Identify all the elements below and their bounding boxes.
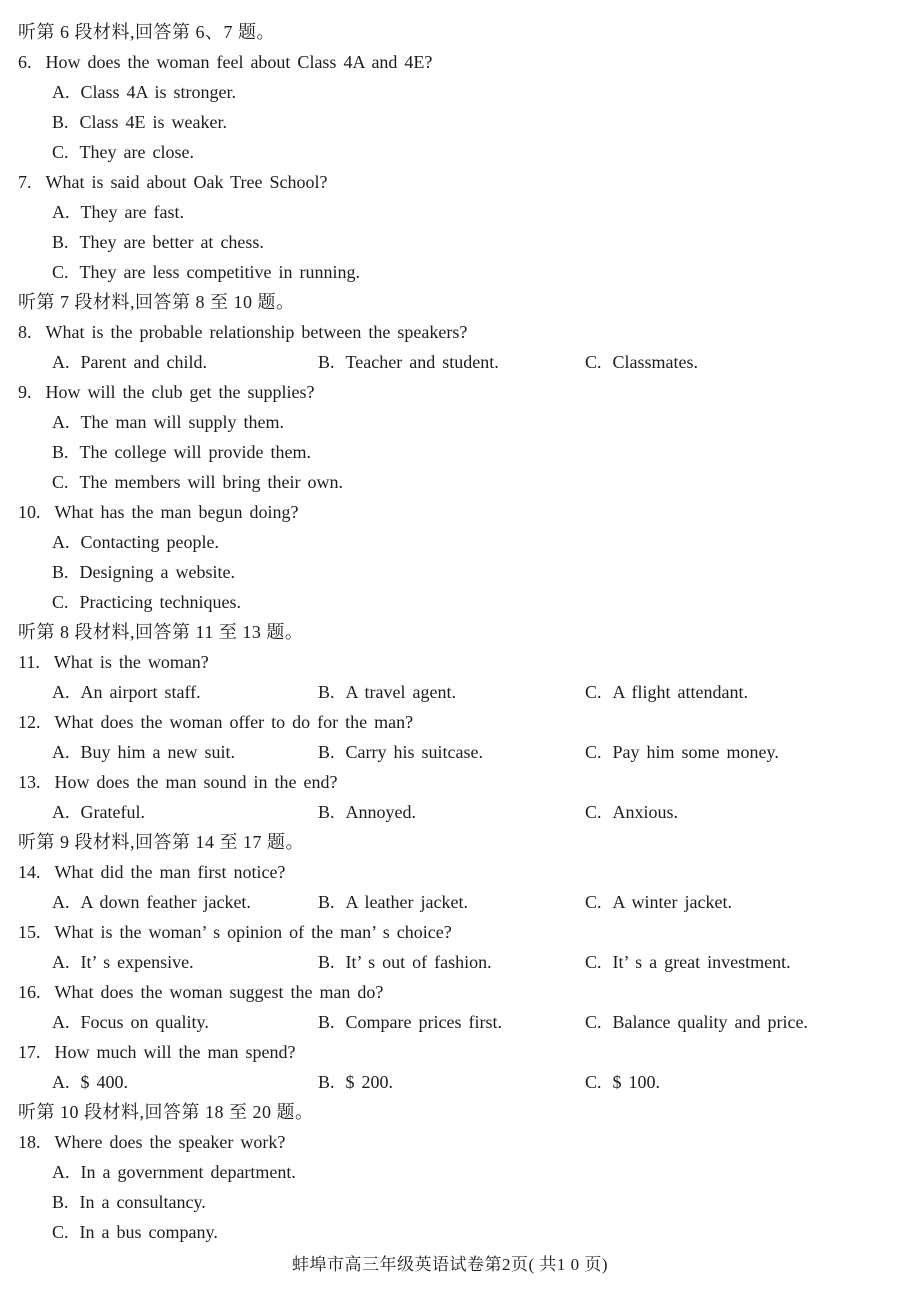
option-text: Practicing techniques. <box>79 592 241 612</box>
option-letter: B. <box>318 892 335 912</box>
question-number: 17. <box>18 1042 41 1062</box>
option-text: It’ s out of fashion. <box>345 952 492 972</box>
question-stem <box>18 47 900 77</box>
option-text: It’ s a great investment. <box>612 952 791 972</box>
option-text: Class 4A is stronger. <box>80 82 237 102</box>
option <box>52 1217 900 1247</box>
option-letter: B. <box>318 352 335 372</box>
question-text: What is said about Oak Tree School? <box>45 172 328 192</box>
option <box>52 1007 209 1037</box>
section-instruction: 听第 6 段材料,回答第 6、7 题。 <box>18 22 275 42</box>
question-text: What has the man begun doing? <box>54 502 299 522</box>
option-letter: C. <box>52 1222 69 1242</box>
options-row <box>0 1067 900 1097</box>
option-text: Teacher and student. <box>345 352 499 372</box>
option-text: Classmates. <box>612 352 699 372</box>
option-text: A flight attendant. <box>612 682 748 702</box>
option-letter: A. <box>52 682 70 702</box>
option-letter: A. <box>52 742 70 762</box>
question-text: How much will the man spend? <box>54 1042 296 1062</box>
question-stem <box>18 767 900 797</box>
option <box>585 1067 660 1097</box>
question-stem <box>18 917 900 947</box>
option-text: $ 400. <box>80 1072 128 1092</box>
option-letter: C. <box>585 682 602 702</box>
option-text: A down feather jacket. <box>80 892 251 912</box>
question-number: 9. <box>18 382 32 402</box>
option-text: An airport staff. <box>80 682 201 702</box>
option <box>585 887 732 917</box>
question-stem <box>18 707 900 737</box>
option-letter: A. <box>52 82 70 102</box>
question-stem <box>18 647 900 677</box>
option-letter: B. <box>318 682 335 702</box>
option-text: In a consultancy. <box>79 1192 206 1212</box>
option <box>318 1067 393 1097</box>
option-text: In a bus company. <box>79 1222 218 1242</box>
question-text: Where does the speaker work? <box>54 1132 286 1152</box>
question-text: What is the woman’ s opinion of the man’ s choice? <box>54 922 452 942</box>
option-letter: B. <box>318 1012 335 1032</box>
option-text: They are less competitive in running. <box>79 262 360 282</box>
question-number: 6. <box>18 52 32 72</box>
option-letter: C. <box>52 592 69 612</box>
option-letter: A. <box>52 202 70 222</box>
option-text: A winter jacket. <box>612 892 732 912</box>
option <box>318 887 468 917</box>
option <box>318 1007 502 1037</box>
option-letter: B. <box>318 952 335 972</box>
page-footer: 蚌埠市高三年级英语试卷第2页( 共1 0 页) <box>291 1255 609 1274</box>
options-row <box>0 887 900 917</box>
option <box>52 677 201 707</box>
question-stem <box>18 497 900 527</box>
option-text: Contacting people. <box>80 532 219 552</box>
option <box>52 467 900 497</box>
option-letter: A. <box>52 532 70 552</box>
question-number: 11. <box>18 652 40 672</box>
question-text: What is the woman? <box>53 652 209 672</box>
option-letter: A. <box>52 1012 70 1032</box>
question-stem <box>18 317 900 347</box>
question-text: What does the woman suggest the man do? <box>54 982 384 1002</box>
option <box>52 1187 900 1217</box>
option <box>52 257 900 287</box>
question-stem <box>18 167 900 197</box>
question-number: 10. <box>18 502 41 522</box>
option-letter: C. <box>585 802 602 822</box>
question-stem <box>18 1127 900 1157</box>
option-text: Balance quality and price. <box>612 1012 808 1032</box>
option-text: The college will provide them. <box>79 442 311 462</box>
option <box>52 587 900 617</box>
question-number: 12. <box>18 712 41 732</box>
option <box>318 947 492 977</box>
option-text: Carry his suitcase. <box>345 742 483 762</box>
option-text: Pay him some money. <box>612 742 779 762</box>
option <box>318 347 499 377</box>
option-text: Annoyed. <box>345 802 417 822</box>
question-text: What does the woman offer to do for the man? <box>54 712 414 732</box>
question-text: How does the man sound in the end? <box>54 772 338 792</box>
option <box>52 137 900 167</box>
option-letter: A. <box>52 1162 70 1182</box>
question-text: What did the man first notice? <box>54 862 286 882</box>
options-row <box>0 677 900 707</box>
option <box>52 407 900 437</box>
option <box>52 947 194 977</box>
section-instruction: 听第 7 段材料,回答第 8 至 10 题。 <box>18 292 295 312</box>
option-text: The members will bring their own. <box>79 472 343 492</box>
option <box>585 677 748 707</box>
option-letter: C. <box>52 262 69 282</box>
option <box>52 797 145 827</box>
option-letter: A. <box>52 352 70 372</box>
question-number: 18. <box>18 1132 41 1152</box>
option <box>318 737 483 767</box>
question-text: What is the probable relationship between the speakers? <box>45 322 468 342</box>
question-stem <box>18 377 900 407</box>
question-stem <box>18 857 900 887</box>
question-stem <box>18 977 900 1007</box>
option <box>52 197 900 227</box>
question-number: 16. <box>18 982 41 1002</box>
option-text: Compare prices first. <box>345 1012 502 1032</box>
option-letter: C. <box>585 1072 602 1092</box>
option-letter: B. <box>52 442 69 462</box>
option-letter: B. <box>318 1072 335 1092</box>
option-text: Parent and child. <box>80 352 207 372</box>
option-text: The man will supply them. <box>80 412 284 432</box>
options-row <box>0 1007 900 1037</box>
option <box>52 437 900 467</box>
question-number: 15. <box>18 922 41 942</box>
option-text: Buy him a new suit. <box>80 742 235 762</box>
option <box>52 737 235 767</box>
option-text: Grateful. <box>80 802 145 822</box>
option <box>318 677 456 707</box>
option-text: Focus on quality. <box>80 1012 209 1032</box>
options-row <box>0 737 900 767</box>
option-letter: C. <box>52 142 69 162</box>
option-letter: A. <box>52 1072 70 1092</box>
question-number: 8. <box>18 322 32 342</box>
option <box>585 737 779 767</box>
section-instruction: 听第 10 段材料,回答第 18 至 20 题。 <box>18 1102 314 1122</box>
question-text: How does the woman feel about Class 4A and 4E? <box>45 52 433 72</box>
option-letter: A. <box>52 412 70 432</box>
option <box>585 797 678 827</box>
option-letter: B. <box>52 232 69 252</box>
option-letter: B. <box>318 802 335 822</box>
option <box>52 887 251 917</box>
option <box>52 347 207 377</box>
option <box>52 77 900 107</box>
option-letter: B. <box>318 742 335 762</box>
option-letter: B. <box>52 1192 69 1212</box>
option <box>52 527 900 557</box>
option-letter: A. <box>52 892 70 912</box>
option-letter: C. <box>585 1012 602 1032</box>
section-instruction: 听第 9 段材料,回答第 14 至 17 题。 <box>18 832 304 852</box>
option-text: In a government department. <box>80 1162 296 1182</box>
option-letter: C. <box>585 952 602 972</box>
option <box>585 947 791 977</box>
option-letter: C. <box>52 472 69 492</box>
option-letter: B. <box>52 562 69 582</box>
option-text: Anxious. <box>612 802 679 822</box>
option-letter: C. <box>585 742 602 762</box>
option-text: A leather jacket. <box>345 892 468 912</box>
option-text: It’ s expensive. <box>80 952 194 972</box>
option-text: They are fast. <box>80 202 184 222</box>
option <box>52 557 900 587</box>
question-stem <box>18 1037 900 1067</box>
option-letter: C. <box>585 892 602 912</box>
option-text: They are better at chess. <box>79 232 264 252</box>
section-instruction: 听第 8 段材料,回答第 11 至 13 题。 <box>18 622 304 642</box>
option-text: Designing a website. <box>79 562 235 582</box>
option-letter: C. <box>585 352 602 372</box>
question-number: 14. <box>18 862 41 882</box>
options-row <box>0 347 900 377</box>
option <box>52 227 900 257</box>
option-letter: A. <box>52 952 70 972</box>
option-text: $ 100. <box>612 1072 661 1092</box>
option-text: Class 4E is weaker. <box>79 112 227 132</box>
options-row <box>0 947 900 977</box>
option <box>585 347 698 377</box>
option <box>52 1157 900 1187</box>
options-row <box>0 797 900 827</box>
option-text: $ 200. <box>345 1072 394 1092</box>
option <box>585 1007 808 1037</box>
option-letter: B. <box>52 112 69 132</box>
option-letter: A. <box>52 802 70 822</box>
exam-body <box>0 17 900 1247</box>
question-text: How will the club get the supplies? <box>45 382 315 402</box>
option <box>318 797 416 827</box>
option-text: They are close. <box>79 142 194 162</box>
question-number: 13. <box>18 772 41 792</box>
option <box>52 107 900 137</box>
question-number: 7. <box>18 172 32 192</box>
option-text: A travel agent. <box>345 682 456 702</box>
option <box>52 1067 128 1097</box>
